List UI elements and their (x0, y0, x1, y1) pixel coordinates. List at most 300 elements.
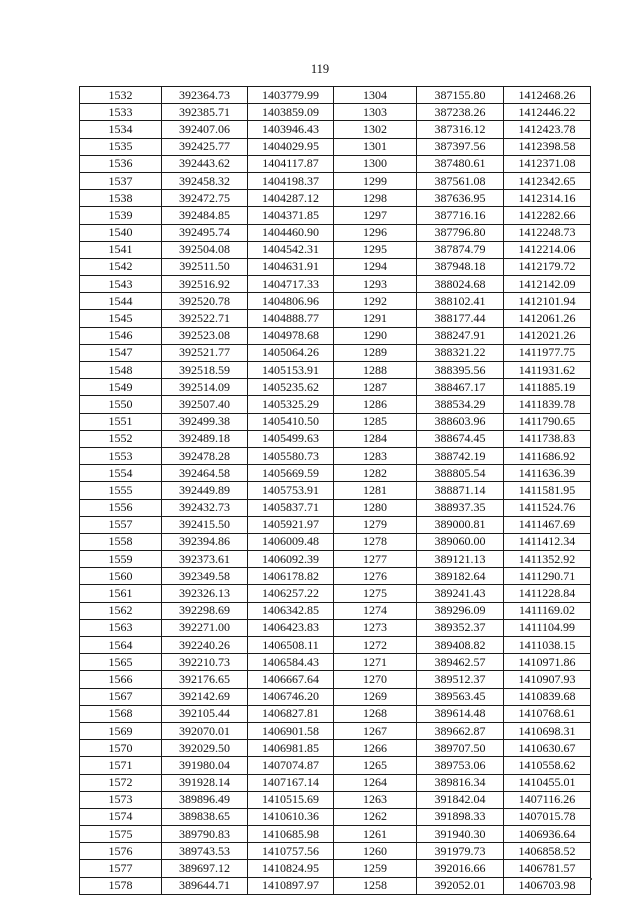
table-cell-point-number-left: 1547 (80, 344, 162, 361)
table-cell-y-coordinate-left: 1406009.48 (248, 533, 334, 550)
table-cell-point-number-right: 1301 (334, 138, 417, 155)
table-row (80, 138, 591, 155)
table-cell-point-number-left: 1552 (80, 430, 162, 447)
table-cell-y-coordinate-left: 1403946.43 (248, 121, 334, 138)
table-cell-point-number-right: 1258 (334, 877, 417, 894)
table-cell-x-coordinate-left: 392029.50 (162, 740, 248, 757)
table-cell-y-coordinate-left: 1410685.98 (248, 826, 334, 843)
table-row (80, 568, 591, 585)
table-cell-y-coordinate-left: 1404631.91 (248, 258, 334, 275)
table-cell-x-coordinate-right: 387238.26 (417, 104, 504, 121)
table-cell-y-coordinate-left: 1407167.14 (248, 774, 334, 791)
table-cell-x-coordinate-left: 392210.73 (162, 654, 248, 671)
table-cell-x-coordinate-left: 392522.71 (162, 310, 248, 327)
table-cell-y-coordinate-left: 1405837.71 (248, 499, 334, 516)
table-cell-x-coordinate-right: 389000.81 (417, 516, 504, 533)
table-cell-y-coordinate-left: 1407074.87 (248, 757, 334, 774)
table-cell-y-coordinate-left: 1405153.91 (248, 362, 334, 379)
table-cell-x-coordinate-left: 389644.71 (162, 877, 248, 894)
table-cell-x-coordinate-right: 391842.04 (417, 791, 504, 808)
table-cell-x-coordinate-right: 388603.96 (417, 413, 504, 430)
table-cell-y-coordinate-left: 1405580.73 (248, 447, 334, 464)
table-cell-x-coordinate-right: 388395.56 (417, 362, 504, 379)
table-cell-y-coordinate-right: 1407116.26 (504, 791, 591, 808)
table-cell-y-coordinate-right: 1412142.09 (504, 276, 591, 293)
table-cell-point-number-right: 1259 (334, 860, 417, 877)
table-cell-x-coordinate-right: 389121.13 (417, 551, 504, 568)
table-row (80, 258, 591, 275)
table-cell-x-coordinate-right: 388024.68 (417, 276, 504, 293)
table-cell-point-number-right: 1261 (334, 826, 417, 843)
coordinates-table-body (80, 87, 591, 895)
table-row (80, 155, 591, 172)
table-cell-x-coordinate-left: 391928.14 (162, 774, 248, 791)
table-row (80, 516, 591, 533)
table-cell-y-coordinate-right: 1411931.62 (504, 362, 591, 379)
table-cell-x-coordinate-right: 389563.45 (417, 688, 504, 705)
table-cell-point-number-right: 1303 (334, 104, 417, 121)
table-cell-x-coordinate-right: 389816.34 (417, 774, 504, 791)
table-cell-x-coordinate-left: 392514.09 (162, 379, 248, 396)
table-cell-y-coordinate-left: 1406423.83 (248, 619, 334, 636)
table-cell-y-coordinate-left: 1406981.85 (248, 740, 334, 757)
table-cell-x-coordinate-right: 388177.44 (417, 310, 504, 327)
table-cell-y-coordinate-left: 1403779.99 (248, 87, 334, 104)
table-cell-x-coordinate-left: 392495.74 (162, 224, 248, 241)
table-cell-y-coordinate-right: 1411977.75 (504, 344, 591, 361)
table-row (80, 224, 591, 241)
table-cell-point-number-left: 1569 (80, 722, 162, 739)
table-row (80, 791, 591, 808)
table-cell-y-coordinate-left: 1405325.29 (248, 396, 334, 413)
table-cell-point-number-left: 1575 (80, 826, 162, 843)
table-cell-x-coordinate-left: 392240.26 (162, 637, 248, 654)
table-cell-point-number-left: 1566 (80, 671, 162, 688)
table-cell-x-coordinate-left: 392523.08 (162, 327, 248, 344)
table-cell-x-coordinate-right: 388102.41 (417, 293, 504, 310)
table-cell-x-coordinate-right: 387155.80 (417, 87, 504, 104)
table-cell-x-coordinate-left: 392385.71 (162, 104, 248, 121)
table-cell-x-coordinate-left: 392518.59 (162, 362, 248, 379)
table-cell-y-coordinate-right: 1410558.62 (504, 757, 591, 774)
table-cell-x-coordinate-right: 388247.91 (417, 327, 504, 344)
table-cell-x-coordinate-right: 389060.00 (417, 533, 504, 550)
table-cell-y-coordinate-left: 1406092.39 (248, 551, 334, 568)
table-cell-point-number-left: 1533 (80, 104, 162, 121)
table-cell-y-coordinate-right: 1412446.22 (504, 104, 591, 121)
table-row (80, 774, 591, 791)
table-cell-y-coordinate-left: 1405235.62 (248, 379, 334, 396)
table-cell-point-number-left: 1550 (80, 396, 162, 413)
table-cell-point-number-left: 1574 (80, 808, 162, 825)
table-cell-x-coordinate-right: 387716.16 (417, 207, 504, 224)
table-cell-y-coordinate-right: 1406703.98 (504, 877, 591, 894)
table-cell-y-coordinate-right: 1411524.76 (504, 499, 591, 516)
table-row (80, 637, 591, 654)
table-cell-point-number-left: 1551 (80, 413, 162, 430)
table-cell-y-coordinate-right: 1411352.92 (504, 551, 591, 568)
table-cell-point-number-left: 1543 (80, 276, 162, 293)
table-cell-point-number-left: 1567 (80, 688, 162, 705)
table-cell-point-number-right: 1262 (334, 808, 417, 825)
table-row (80, 740, 591, 757)
table-cell-y-coordinate-right: 1411581.95 (504, 482, 591, 499)
table-cell-point-number-left: 1555 (80, 482, 162, 499)
table-cell-x-coordinate-right: 389462.57 (417, 654, 504, 671)
table-cell-x-coordinate-left: 389743.53 (162, 843, 248, 860)
table-cell-point-number-right: 1302 (334, 121, 417, 138)
table-cell-point-number-left: 1546 (80, 327, 162, 344)
table-cell-point-number-left: 1571 (80, 757, 162, 774)
table-cell-y-coordinate-right: 1412061.26 (504, 310, 591, 327)
table-cell-y-coordinate-left: 1410515.69 (248, 791, 334, 808)
table-cell-point-number-right: 1298 (334, 190, 417, 207)
table-cell-y-coordinate-left: 1406901.58 (248, 722, 334, 739)
table-cell-x-coordinate-left: 392373.61 (162, 551, 248, 568)
table-row (80, 276, 591, 293)
table-cell-point-number-left: 1532 (80, 87, 162, 104)
table-cell-x-coordinate-left: 392484.85 (162, 207, 248, 224)
table-cell-x-coordinate-right: 391979.73 (417, 843, 504, 860)
table-cell-x-coordinate-right: 388937.35 (417, 499, 504, 516)
table-cell-point-number-right: 1266 (334, 740, 417, 757)
table-cell-y-coordinate-right: 1412468.26 (504, 87, 591, 104)
table-cell-point-number-left: 1544 (80, 293, 162, 310)
table-cell-point-number-left: 1549 (80, 379, 162, 396)
table-cell-y-coordinate-right: 1411467.69 (504, 516, 591, 533)
table-cell-point-number-right: 1282 (334, 465, 417, 482)
table-cell-x-coordinate-left: 392394.86 (162, 533, 248, 550)
table-cell-x-coordinate-left: 389838.65 (162, 808, 248, 825)
table-cell-y-coordinate-right: 1411412.34 (504, 533, 591, 550)
table-cell-y-coordinate-left: 1404371.85 (248, 207, 334, 224)
table-cell-point-number-left: 1554 (80, 465, 162, 482)
table-cell-y-coordinate-right: 1411790.65 (504, 413, 591, 430)
table-cell-point-number-right: 1293 (334, 276, 417, 293)
table-cell-point-number-left: 1559 (80, 551, 162, 568)
table-cell-x-coordinate-right: 389352.37 (417, 619, 504, 636)
table-cell-y-coordinate-right: 1411290.71 (504, 568, 591, 585)
table-cell-x-coordinate-left: 392443.62 (162, 155, 248, 172)
table-cell-x-coordinate-left: 392142.69 (162, 688, 248, 705)
table-cell-point-number-left: 1576 (80, 843, 162, 860)
table-cell-x-coordinate-right: 389296.09 (417, 602, 504, 619)
table-cell-point-number-left: 1570 (80, 740, 162, 757)
table-row (80, 430, 591, 447)
table-row (80, 757, 591, 774)
table-cell-x-coordinate-right: 388534.29 (417, 396, 504, 413)
table-cell-point-number-right: 1275 (334, 585, 417, 602)
table-row (80, 654, 591, 671)
table-cell-point-number-right: 1270 (334, 671, 417, 688)
table-row (80, 860, 591, 877)
table-cell-y-coordinate-left: 1406827.81 (248, 705, 334, 722)
table-row (80, 447, 591, 464)
table-cell-point-number-left: 1577 (80, 860, 162, 877)
table-cell-x-coordinate-left: 392504.08 (162, 241, 248, 258)
table-cell-y-coordinate-left: 1406178.82 (248, 568, 334, 585)
table-cell-x-coordinate-left: 392070.01 (162, 722, 248, 739)
table-cell-y-coordinate-right: 1411038.15 (504, 637, 591, 654)
table-row (80, 533, 591, 550)
table-row (80, 241, 591, 258)
table-cell-x-coordinate-left: 392326.13 (162, 585, 248, 602)
table-cell-x-coordinate-left: 392472.75 (162, 190, 248, 207)
table-cell-point-number-left: 1534 (80, 121, 162, 138)
table-cell-x-coordinate-right: 387561.08 (417, 172, 504, 189)
table-cell-y-coordinate-right: 1410455.01 (504, 774, 591, 791)
table-cell-x-coordinate-left: 392521.77 (162, 344, 248, 361)
table-cell-point-number-right: 1287 (334, 379, 417, 396)
table-row (80, 705, 591, 722)
table-cell-y-coordinate-right: 1411169.02 (504, 602, 591, 619)
table-cell-y-coordinate-right: 1412282.66 (504, 207, 591, 224)
table-cell-y-coordinate-left: 1405499.63 (248, 430, 334, 447)
table-cell-y-coordinate-right: 1412314.16 (504, 190, 591, 207)
table-cell-y-coordinate-left: 1404888.77 (248, 310, 334, 327)
table-cell-x-coordinate-left: 392511.50 (162, 258, 248, 275)
table-cell-y-coordinate-right: 1412248.73 (504, 224, 591, 241)
table-cell-x-coordinate-right: 389241.43 (417, 585, 504, 602)
table-cell-y-coordinate-left: 1404806.96 (248, 293, 334, 310)
table-cell-y-coordinate-right: 1411839.78 (504, 396, 591, 413)
table-cell-x-coordinate-left: 392176.65 (162, 671, 248, 688)
table-cell-point-number-right: 1267 (334, 722, 417, 739)
table-cell-y-coordinate-left: 1406667.64 (248, 671, 334, 688)
table-cell-x-coordinate-right: 387397.56 (417, 138, 504, 155)
table-cell-y-coordinate-left: 1404542.31 (248, 241, 334, 258)
table-cell-point-number-left: 1563 (80, 619, 162, 636)
table-cell-x-coordinate-right: 387874.79 (417, 241, 504, 258)
table-cell-x-coordinate-right: 387316.12 (417, 121, 504, 138)
table-cell-point-number-right: 1279 (334, 516, 417, 533)
table-cell-x-coordinate-right: 387636.95 (417, 190, 504, 207)
table-cell-y-coordinate-left: 1406584.43 (248, 654, 334, 671)
table-cell-point-number-right: 1297 (334, 207, 417, 224)
table-cell-point-number-right: 1283 (334, 447, 417, 464)
coordinates-table (79, 86, 591, 895)
table-cell-point-number-left: 1560 (80, 568, 162, 585)
table-cell-y-coordinate-right: 1411104.99 (504, 619, 591, 636)
table-cell-y-coordinate-right: 1412398.58 (504, 138, 591, 155)
table-row (80, 808, 591, 825)
table-cell-x-coordinate-left: 392105.44 (162, 705, 248, 722)
table-cell-y-coordinate-left: 1405669.59 (248, 465, 334, 482)
table-cell-x-coordinate-left: 392507.40 (162, 396, 248, 413)
table-row (80, 293, 591, 310)
table-cell-x-coordinate-left: 389896.49 (162, 791, 248, 808)
table-row (80, 465, 591, 482)
table-cell-y-coordinate-right: 1406858.52 (504, 843, 591, 860)
table-cell-point-number-left: 1578 (80, 877, 162, 894)
table-cell-point-number-left: 1556 (80, 499, 162, 516)
table-cell-x-coordinate-left: 392364.73 (162, 87, 248, 104)
table-cell-point-number-right: 1264 (334, 774, 417, 791)
table-cell-point-number-right: 1292 (334, 293, 417, 310)
table-cell-x-coordinate-left: 392349.58 (162, 568, 248, 585)
table-cell-x-coordinate-left: 392298.69 (162, 602, 248, 619)
table-cell-y-coordinate-left: 1404717.33 (248, 276, 334, 293)
table-row (80, 344, 591, 361)
table-cell-point-number-right: 1291 (334, 310, 417, 327)
table-cell-y-coordinate-right: 1406781.57 (504, 860, 591, 877)
table-cell-y-coordinate-right: 1410839.68 (504, 688, 591, 705)
table-cell-y-coordinate-right: 1412179.72 (504, 258, 591, 275)
table-cell-x-coordinate-left: 392489.18 (162, 430, 248, 447)
table-cell-x-coordinate-left: 392425.77 (162, 138, 248, 155)
table-cell-point-number-right: 1288 (334, 362, 417, 379)
table-cell-y-coordinate-right: 1412021.26 (504, 327, 591, 344)
table-row (80, 826, 591, 843)
table-cell-point-number-left: 1541 (80, 241, 162, 258)
table-cell-y-coordinate-right: 1410768.61 (504, 705, 591, 722)
table-row (80, 190, 591, 207)
table-cell-y-coordinate-left: 1405921.97 (248, 516, 334, 533)
table-row (80, 379, 591, 396)
table-cell-point-number-right: 1296 (334, 224, 417, 241)
table-cell-point-number-right: 1265 (334, 757, 417, 774)
table-row (80, 413, 591, 430)
table-cell-point-number-left: 1572 (80, 774, 162, 791)
table-cell-point-number-right: 1284 (334, 430, 417, 447)
table-cell-point-number-left: 1565 (80, 654, 162, 671)
table-row (80, 671, 591, 688)
table-cell-x-coordinate-left: 392516.92 (162, 276, 248, 293)
table-cell-x-coordinate-left: 392449.89 (162, 482, 248, 499)
table-cell-y-coordinate-right: 1410907.93 (504, 671, 591, 688)
table-cell-point-number-right: 1273 (334, 619, 417, 636)
table-cell-point-number-right: 1299 (334, 172, 417, 189)
table-cell-x-coordinate-right: 389614.48 (417, 705, 504, 722)
table-cell-point-number-left: 1564 (80, 637, 162, 654)
table-cell-y-coordinate-right: 1411885.19 (504, 379, 591, 396)
table-cell-y-coordinate-left: 1404287.12 (248, 190, 334, 207)
table-cell-y-coordinate-right: 1410698.31 (504, 722, 591, 739)
table-cell-y-coordinate-left: 1404117.87 (248, 155, 334, 172)
table-cell-y-coordinate-left: 1403859.09 (248, 104, 334, 121)
table-cell-y-coordinate-right: 1410630.67 (504, 740, 591, 757)
table-row (80, 172, 591, 189)
table-cell-x-coordinate-left: 392478.28 (162, 447, 248, 464)
table-cell-y-coordinate-left: 1404029.95 (248, 138, 334, 155)
table-cell-x-coordinate-left: 392415.50 (162, 516, 248, 533)
table-cell-y-coordinate-left: 1406257.22 (248, 585, 334, 602)
table-cell-point-number-left: 1561 (80, 585, 162, 602)
table-cell-y-coordinate-left: 1405753.91 (248, 482, 334, 499)
table-cell-point-number-right: 1285 (334, 413, 417, 430)
table-cell-x-coordinate-right: 388805.54 (417, 465, 504, 482)
table-cell-point-number-left: 1538 (80, 190, 162, 207)
table-cell-y-coordinate-left: 1410897.97 (248, 877, 334, 894)
table-cell-x-coordinate-right: 392016.66 (417, 860, 504, 877)
table-cell-x-coordinate-left: 392499.38 (162, 413, 248, 430)
table-cell-y-coordinate-right: 1412342.65 (504, 172, 591, 189)
table-cell-x-coordinate-right: 392052.01 (417, 877, 504, 894)
table-row (80, 585, 591, 602)
table-cell-point-number-left: 1545 (80, 310, 162, 327)
table-cell-point-number-left: 1557 (80, 516, 162, 533)
table-cell-point-number-left: 1558 (80, 533, 162, 550)
table-cell-y-coordinate-right: 1412214.06 (504, 241, 591, 258)
table-cell-point-number-right: 1281 (334, 482, 417, 499)
table-cell-x-coordinate-right: 388674.45 (417, 430, 504, 447)
table-cell-y-coordinate-right: 1411228.84 (504, 585, 591, 602)
table-cell-point-number-right: 1280 (334, 499, 417, 516)
table-cell-point-number-right: 1271 (334, 654, 417, 671)
table-cell-x-coordinate-left: 389697.12 (162, 860, 248, 877)
table-row (80, 327, 591, 344)
table-cell-x-coordinate-right: 389182.64 (417, 568, 504, 585)
table-cell-y-coordinate-right: 1412423.78 (504, 121, 591, 138)
table-cell-x-coordinate-right: 388742.19 (417, 447, 504, 464)
table-row (80, 551, 591, 568)
table-cell-point-number-right: 1294 (334, 258, 417, 275)
table-cell-point-number-right: 1290 (334, 327, 417, 344)
table-row (80, 362, 591, 379)
table-cell-point-number-left: 1535 (80, 138, 162, 155)
table-row (80, 877, 591, 894)
table-cell-x-coordinate-left: 389790.83 (162, 826, 248, 843)
table-cell-y-coordinate-left: 1405410.50 (248, 413, 334, 430)
table-cell-point-number-right: 1295 (334, 241, 417, 258)
table-cell-point-number-right: 1276 (334, 568, 417, 585)
table-cell-y-coordinate-left: 1404460.90 (248, 224, 334, 241)
table-cell-y-coordinate-left: 1410757.56 (248, 843, 334, 860)
table-cell-x-coordinate-left: 392458.32 (162, 172, 248, 189)
table-cell-x-coordinate-right: 388467.17 (417, 379, 504, 396)
table-cell-point-number-left: 1568 (80, 705, 162, 722)
table-cell-point-number-right: 1289 (334, 344, 417, 361)
table-cell-point-number-left: 1540 (80, 224, 162, 241)
table-cell-x-coordinate-right: 387948.18 (417, 258, 504, 275)
table-cell-y-coordinate-right: 1411738.83 (504, 430, 591, 447)
table-cell-x-coordinate-right: 391940.30 (417, 826, 504, 843)
table-cell-point-number-right: 1268 (334, 705, 417, 722)
table-cell-y-coordinate-left: 1410610.36 (248, 808, 334, 825)
table-cell-x-coordinate-right: 388321.22 (417, 344, 504, 361)
table-cell-x-coordinate-left: 392432.73 (162, 499, 248, 516)
table-row (80, 602, 591, 619)
table-row (80, 310, 591, 327)
table-cell-point-number-left: 1562 (80, 602, 162, 619)
table-cell-y-coordinate-right: 1411686.92 (504, 447, 591, 464)
page-number: 119 (310, 62, 330, 76)
table-cell-point-number-right: 1304 (334, 87, 417, 104)
table-cell-x-coordinate-left: 392271.00 (162, 619, 248, 636)
table-cell-y-coordinate-right: 1407015.78 (504, 808, 591, 825)
table-cell-x-coordinate-left: 392464.58 (162, 465, 248, 482)
table-cell-y-coordinate-left: 1404978.68 (248, 327, 334, 344)
table-cell-y-coordinate-right: 1412371.08 (504, 155, 591, 172)
table-cell-x-coordinate-right: 389707.50 (417, 740, 504, 757)
table-cell-x-coordinate-left: 392520.78 (162, 293, 248, 310)
table-row (80, 207, 591, 224)
table-cell-point-number-right: 1272 (334, 637, 417, 654)
table-cell-point-number-right: 1278 (334, 533, 417, 550)
table-cell-y-coordinate-right: 1410971.86 (504, 654, 591, 671)
coordinates-table-container (79, 86, 590, 895)
scan-artifact-dot (590, 878, 592, 880)
table-cell-x-coordinate-right: 388871.14 (417, 482, 504, 499)
table-row (80, 722, 591, 739)
table-cell-y-coordinate-left: 1406342.85 (248, 602, 334, 619)
table-cell-point-number-right: 1277 (334, 551, 417, 568)
table-cell-point-number-right: 1274 (334, 602, 417, 619)
table-row (80, 843, 591, 860)
table-cell-point-number-left: 1542 (80, 258, 162, 275)
table-cell-x-coordinate-left: 392407.06 (162, 121, 248, 138)
table-cell-y-coordinate-left: 1406746.20 (248, 688, 334, 705)
